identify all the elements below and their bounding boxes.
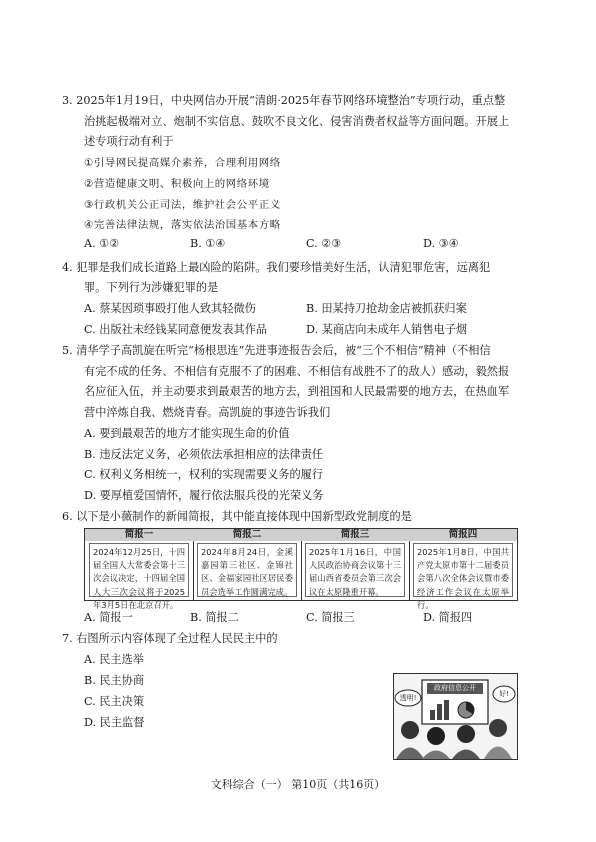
news-briefs-panel: [84, 528, 518, 610]
q3-item-3: ③行政机关公正司法，维护社会公平正义: [84, 199, 281, 211]
news-brief-2-title: 简报二: [193, 529, 301, 541]
q5-option-b[interactable]: B. 违反法定义务，必须依法承担相应的法律责任: [84, 448, 324, 461]
illustration-bubble-right: 好!: [499, 690, 509, 698]
q5-option-d[interactable]: D. 要厚植爱国情怀，履行依法服兵役的光荣义务: [84, 489, 324, 502]
news-brief-1-text: 2024年12月25日，十四届全国人大常委会第十三次会议决定，十四届全国人大三次会议将于2025年3月5日在北京召开。: [89, 543, 189, 597]
q3-stem-line3: 述专项行动有利于: [84, 135, 174, 148]
q3-stem-line1: 3. 2025年1月19日，中央网信办开展“清朗·2025年春节网络环境整治”专项行动，重点整: [62, 94, 506, 107]
q6-option-a[interactable]: A. 简报一: [84, 611, 133, 624]
q5-stem-line4: 营中淬炼自我、燃烧青春。高凯旋的事迹告诉我们: [84, 406, 331, 419]
q4-option-d[interactable]: D. 某商店向未成年人销售电子烟: [306, 323, 468, 336]
illustration-bubble-left: 透明!: [399, 694, 417, 702]
q4-option-b[interactable]: B. 田某持刀抢劫金店被抓获归案: [306, 302, 467, 315]
q7-stem: 7. 右图所示内容体现了全过程人民民主中的: [62, 632, 278, 645]
q5-option-c[interactable]: C. 权利义务相统一，权利的实现需要义务的履行: [84, 468, 324, 481]
page-footer: 文科综合（一） 第10页（共16页）: [210, 778, 386, 791]
q3-option-b[interactable]: B. ①④: [190, 237, 226, 250]
q6-stem: 6. 以下是小薇制作的新闻简报，其中能直接体现中国新型政党制度的是: [62, 510, 412, 523]
q6-option-c[interactable]: C. 简报三: [306, 611, 355, 624]
q7-option-d[interactable]: D. 民主监督: [84, 716, 145, 729]
q3-item-1: ①引导网民提高媒介素养，合理利用网络: [84, 157, 281, 169]
q7-option-a[interactable]: A. 民主选举: [84, 653, 144, 666]
q4-stem-line2: 罪。下列行为涉嫌犯罪的是: [84, 281, 219, 294]
illustration-board-title: 政府信息公开: [434, 684, 476, 692]
q3-option-a[interactable]: A. ①②: [84, 237, 120, 250]
news-brief-2-text: 2024年8月24日，金溪嘉园第三社区、金锦社区、金福家园社区居民委员会选举工作圆满完成。: [197, 543, 297, 597]
news-brief-1-title: 简报一: [85, 529, 193, 541]
government-info-illustration: [393, 673, 518, 760]
q3-item-2: ②营造健康文明、积极向上的网络环境: [84, 178, 270, 190]
news-brief-4: [409, 529, 517, 610]
q3-stem-line2: 治挑起极端对立、炮制不实信息、鼓吹不良文化、侵害消费者权益等方面问题。开展上: [84, 115, 510, 128]
q7-option-b[interactable]: B. 民主协商: [84, 674, 145, 687]
q3-option-c[interactable]: C. ②③: [306, 237, 342, 250]
news-brief-2: [193, 529, 302, 600]
q3-item-4: ④完善法律法规，落实依法治国基本方略: [84, 219, 281, 231]
q6-option-b[interactable]: B. 简报二: [190, 611, 239, 624]
news-brief-3-text: 2025年1月16日，中国人民政治协商会议第十三届山西省委员会第三次会议在太原隆重开幕。: [305, 543, 405, 597]
q4-option-a[interactable]: A. 蔡某因琐事殴打他人致其轻微伤: [84, 302, 256, 315]
news-brief-1: [85, 529, 194, 610]
news-brief-4-text: 2025年1月8日，中国共产党太原市第十二届委员会第八次全体会议暨市委经济工作会议在太原举行。: [413, 543, 513, 597]
q5-stem-line3: 名应征入伍，并主动要求到最艰苦的地方去，到祖国和人民最需要的地方去，在热血军: [84, 385, 510, 398]
q5-stem-line1: 5. 清华学子高凯旋在听完“杨根思连”先进事迹报告会后，被“三个不相信”精神（不相信: [62, 344, 491, 357]
news-brief-3-title: 简报三: [301, 529, 409, 541]
q3-option-d[interactable]: D. ③④: [423, 237, 459, 250]
q7-option-c[interactable]: C. 民主决策: [84, 695, 145, 708]
news-brief-4-title: 简报四: [409, 529, 517, 541]
q4-option-c[interactable]: C. 出版社未经钱某同意便发表其作品: [84, 323, 268, 336]
news-brief-3: [301, 529, 410, 600]
q5-stem-line2: 有完不成的任务、不相信有克服不了的困难、不相信有战胜不了的敌人）感动，毅然报: [84, 365, 510, 378]
q5-option-a[interactable]: A. 要到最艰苦的地方才能实现生命的价值: [84, 427, 290, 440]
q4-stem-line1: 4. 犯罪是我们成长道路上最凶险的陷阱。我们要珍惜美好生活，认清犯罪危害，远离犯: [62, 261, 491, 274]
q6-option-d[interactable]: D. 简报四: [423, 611, 473, 624]
